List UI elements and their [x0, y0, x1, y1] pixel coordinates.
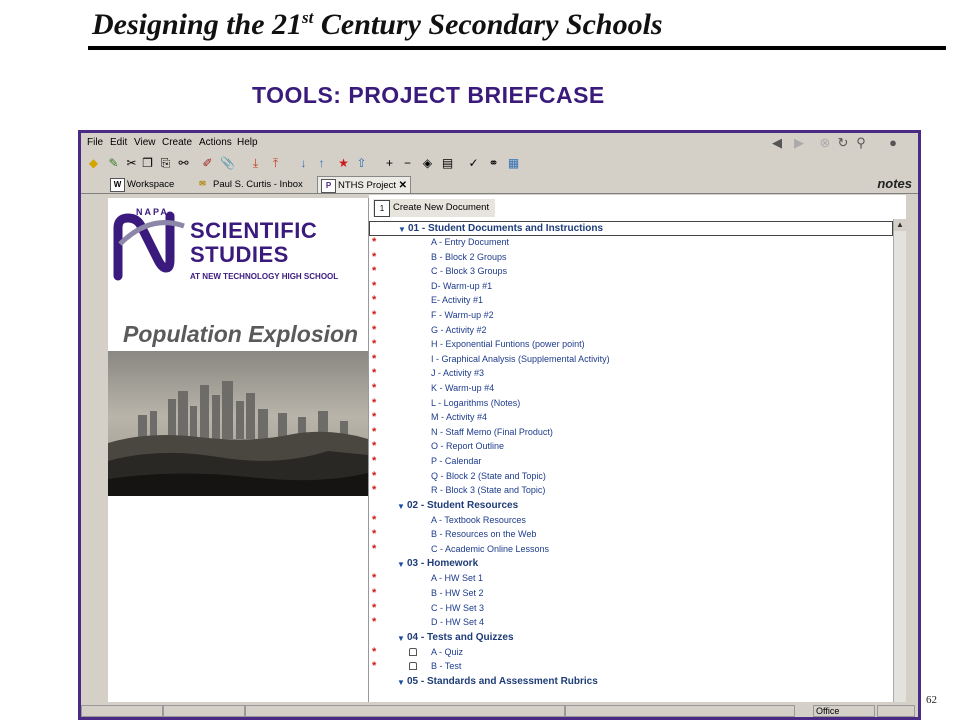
- unread-star-icon: *: [372, 572, 377, 585]
- unread-star-icon: *: [372, 236, 377, 248]
- list-item[interactable]: [369, 646, 893, 661]
- unread-star-icon: *: [372, 601, 377, 614]
- unread-star-icon: *: [372, 279, 377, 292]
- left-pane: [108, 198, 369, 702]
- document-title: R - Block 3 (State and Topic): [431, 485, 546, 496]
- twisty-down-icon[interactable]: ▼: [397, 560, 405, 570]
- status-location-button[interactable]: Office: [813, 705, 875, 717]
- unread-star-icon: *: [372, 411, 377, 424]
- status-bar: [81, 704, 918, 718]
- unread-star-icon: *: [372, 396, 377, 409]
- category-label: 04 - Tests and Quizzes: [407, 631, 514, 643]
- list-item[interactable]: [369, 367, 893, 382]
- link-icon[interactable]: ⚯: [178, 156, 189, 170]
- menu-actions[interactable]: Actions: [199, 137, 232, 148]
- category-row[interactable]: [369, 221, 893, 236]
- back-icon[interactable]: ◀: [772, 135, 782, 150]
- unread-star-icon: *: [372, 660, 377, 673]
- list-item[interactable]: [369, 572, 893, 587]
- list-item[interactable]: [369, 338, 893, 353]
- inbox-icon: ✉: [199, 179, 206, 188]
- unread-star-icon: *: [372, 484, 377, 497]
- create-new-document-button[interactable]: 1 Create New Document: [373, 199, 495, 217]
- document-title: M - Activity #4: [431, 412, 488, 423]
- star-down-icon[interactable]: ★: [338, 156, 349, 170]
- category-row[interactable]: [369, 557, 893, 572]
- edit-doc-icon[interactable]: ✎: [108, 156, 119, 170]
- city-skyline-photo: [108, 351, 368, 496]
- page-number: 62: [926, 694, 937, 706]
- workspace-icon: W: [110, 178, 125, 192]
- status-cell: [81, 705, 163, 717]
- list-item[interactable]: [369, 587, 893, 602]
- document-title: G - Activity #2: [431, 324, 487, 335]
- document-title: A - Textbook Resources: [431, 514, 526, 525]
- unread-star-icon: *: [372, 323, 377, 336]
- list-item[interactable]: [369, 602, 893, 617]
- menu-create[interactable]: Create: [162, 137, 193, 148]
- document-title: D- Warm-up #1: [431, 280, 493, 291]
- category-label: 03 - Homework: [407, 558, 479, 570]
- search-icon[interactable]: ⚲: [856, 135, 866, 150]
- document-title: C - HW Set 3: [431, 602, 485, 613]
- status-cell: [245, 705, 565, 717]
- tab-inbox[interactable]: ✉ Paul S. Curtis - Inbox: [193, 176, 315, 193]
- category-label: 02 - Student Resources: [407, 499, 519, 511]
- document-title: D - HW Set 4: [431, 617, 485, 628]
- star-up-icon[interactable]: ⇧: [356, 156, 367, 170]
- menu-help[interactable]: Help: [237, 137, 258, 148]
- category-label: 05 - Standards and Assessment Rubrics: [407, 676, 598, 688]
- document-title: B - Resources on the Web: [431, 529, 537, 540]
- unread-star-icon: *: [372, 587, 377, 600]
- menu-file[interactable]: File: [87, 137, 104, 148]
- slide-subtitle: TOOLS: PROJECT BRIEFCASE: [252, 82, 605, 108]
- slide-title: Designing the 21st Century Secondary Schools: [92, 8, 663, 41]
- list-item[interactable]: [369, 265, 893, 280]
- unread-star-icon: *: [372, 352, 377, 365]
- list-item[interactable]: [369, 440, 893, 455]
- unread-star-icon: *: [372, 367, 377, 380]
- twisty-down-icon[interactable]: ▼: [397, 501, 405, 511]
- tab-divider: [81, 193, 918, 194]
- school-name-line2: STUDIES: [190, 242, 289, 267]
- document-title: B - Block 2 Groups: [431, 251, 507, 262]
- binoculars-icon[interactable]: ⚭: [488, 156, 499, 170]
- home-icon[interactable]: ◆: [88, 156, 99, 170]
- document-title: L - Logarithms (Notes): [431, 397, 521, 408]
- tab-workspace[interactable]: W Workspace: [107, 176, 197, 193]
- title-rule: [88, 46, 946, 50]
- document-title: N - Staff Memo (Final Product): [431, 426, 553, 437]
- list-item[interactable]: [369, 514, 893, 529]
- pen-icon[interactable]: ✐: [202, 156, 213, 170]
- school-logo-mark: [112, 204, 190, 286]
- list-item[interactable]: [369, 543, 893, 558]
- school-name-line3: AT NEW TECHNOLOGY HIGH SCHOOL: [190, 272, 339, 281]
- cut-icon[interactable]: ✂: [126, 156, 137, 170]
- document-title: B - Test: [431, 661, 462, 672]
- unread-star-icon: *: [372, 645, 377, 658]
- collapse-all-icon[interactable]: −: [403, 156, 411, 170]
- category-row[interactable]: [369, 631, 893, 646]
- tab-nths-project[interactable]: P NTHS Project ✕: [317, 176, 411, 193]
- close-icon[interactable]: ✕: [398, 180, 407, 191]
- list-item[interactable]: [369, 484, 893, 499]
- app-window: [78, 130, 921, 720]
- list-item[interactable]: [369, 382, 893, 397]
- unread-star-icon: *: [372, 528, 377, 541]
- document-pane: [369, 195, 906, 702]
- status-cell: [565, 705, 795, 717]
- document-title: O - Report Outline: [431, 441, 505, 452]
- toolbar: [81, 153, 918, 175]
- list-item[interactable]: [369, 528, 893, 543]
- unread-star-icon: *: [372, 454, 377, 467]
- twisty-down-icon[interactable]: ▼: [397, 678, 405, 688]
- paste-icon[interactable]: ⎘: [160, 156, 171, 170]
- calendar-icon[interactable]: ▦: [507, 156, 520, 170]
- status-cell: [877, 705, 915, 717]
- list-item[interactable]: [369, 309, 893, 324]
- list-item[interactable]: [369, 251, 893, 266]
- list-item[interactable]: [369, 397, 893, 412]
- lock-icon: [409, 648, 417, 656]
- category-row[interactable]: [369, 675, 893, 690]
- project-title: Population Explosion: [123, 321, 359, 347]
- menu-view[interactable]: View: [134, 137, 156, 148]
- list-item[interactable]: [369, 455, 893, 470]
- move-up-icon[interactable]: ⤒: [272, 156, 279, 170]
- document-title: F - Warm-up #2: [431, 309, 494, 320]
- project-icon: P: [321, 179, 336, 193]
- unread-star-icon: *: [372, 425, 377, 438]
- globe-icon[interactable]: ●: [889, 135, 897, 150]
- stop-icon[interactable]: ⊗: [819, 135, 831, 150]
- document-title: H - Exponential Funtions (power point): [431, 339, 585, 350]
- unread-star-icon: *: [372, 294, 377, 307]
- list-item[interactable]: [369, 353, 893, 368]
- list-item[interactable]: [369, 616, 893, 631]
- unread-star-icon: *: [372, 469, 377, 482]
- vertical-scrollbar[interactable]: [893, 219, 906, 702]
- print-icon[interactable]: ▤: [441, 156, 454, 170]
- new-document-icon: 1: [374, 200, 390, 217]
- view-icon[interactable]: ◈: [422, 156, 433, 170]
- tab-bar: [81, 176, 918, 194]
- nav-icons: [769, 135, 909, 153]
- twisty-down-icon[interactable]: ▼: [397, 633, 405, 643]
- move-down-icon[interactable]: ⤓: [252, 156, 259, 170]
- unread-star-icon: *: [372, 513, 377, 526]
- category-label: 01 - Student Documents and Instructions: [408, 223, 604, 234]
- document-title: A - Entry Document: [431, 237, 510, 247]
- document-title: I - Graphical Analysis (Supplemental Activity): [431, 353, 610, 364]
- unread-star-icon: *: [372, 308, 377, 321]
- list-item[interactable]: [369, 426, 893, 441]
- list-item[interactable]: [369, 470, 893, 485]
- unread-star-icon: *: [372, 440, 377, 453]
- document-title: K - Warm-up #4: [431, 382, 495, 393]
- expand-icon[interactable]: ↓: [300, 156, 307, 170]
- attach-icon[interactable]: 📎: [220, 156, 235, 170]
- forward-icon[interactable]: ▶: [794, 135, 804, 150]
- twisty-down-icon[interactable]: ▼: [398, 225, 406, 234]
- list-item[interactable]: [369, 324, 893, 339]
- tag-icon[interactable]: ✓: [468, 156, 479, 170]
- school-badge-text: NAPA: [136, 207, 169, 217]
- collapse-icon[interactable]: ↑: [318, 156, 325, 170]
- lock-icon: [409, 662, 417, 670]
- document-title: C - Academic Online Lessons: [431, 543, 550, 554]
- unread-star-icon: *: [372, 542, 377, 555]
- list-item[interactable]: [369, 660, 893, 675]
- menu-bar: [81, 133, 918, 153]
- copy-icon[interactable]: ❐: [142, 156, 153, 170]
- document-title: A - HW Set 1: [431, 573, 484, 584]
- category-row[interactable]: [369, 499, 893, 514]
- list-item[interactable]: [369, 236, 893, 251]
- document-title: A - Quiz: [431, 646, 464, 657]
- document-title: C - Block 3 Groups: [431, 266, 508, 277]
- list-item[interactable]: [369, 294, 893, 309]
- document-title: J - Activity #3: [431, 368, 485, 379]
- document-list: [369, 221, 893, 690]
- unread-star-icon: *: [372, 338, 377, 351]
- document-title: E- Activity #1: [431, 295, 484, 306]
- status-cell: [163, 705, 245, 717]
- list-item[interactable]: [369, 280, 893, 295]
- refresh-icon[interactable]: ↻: [837, 135, 849, 150]
- document-title: Q - Block 2 (State and Topic): [431, 470, 546, 481]
- notes-logo: notes: [877, 176, 912, 191]
- document-title: B - HW Set 2: [431, 588, 484, 599]
- list-item[interactable]: [369, 411, 893, 426]
- scroll-up-icon[interactable]: ▲: [894, 219, 906, 231]
- unread-star-icon: *: [372, 616, 377, 629]
- unread-star-icon: *: [372, 381, 377, 394]
- menu-edit[interactable]: Edit: [110, 137, 128, 148]
- expand-all-icon[interactable]: +: [385, 156, 393, 170]
- document-title: P - Calendar: [431, 455, 482, 466]
- unread-star-icon: *: [372, 265, 377, 278]
- school-name-line1: SCIENTIFIC: [190, 218, 318, 243]
- unread-star-icon: *: [372, 250, 377, 263]
